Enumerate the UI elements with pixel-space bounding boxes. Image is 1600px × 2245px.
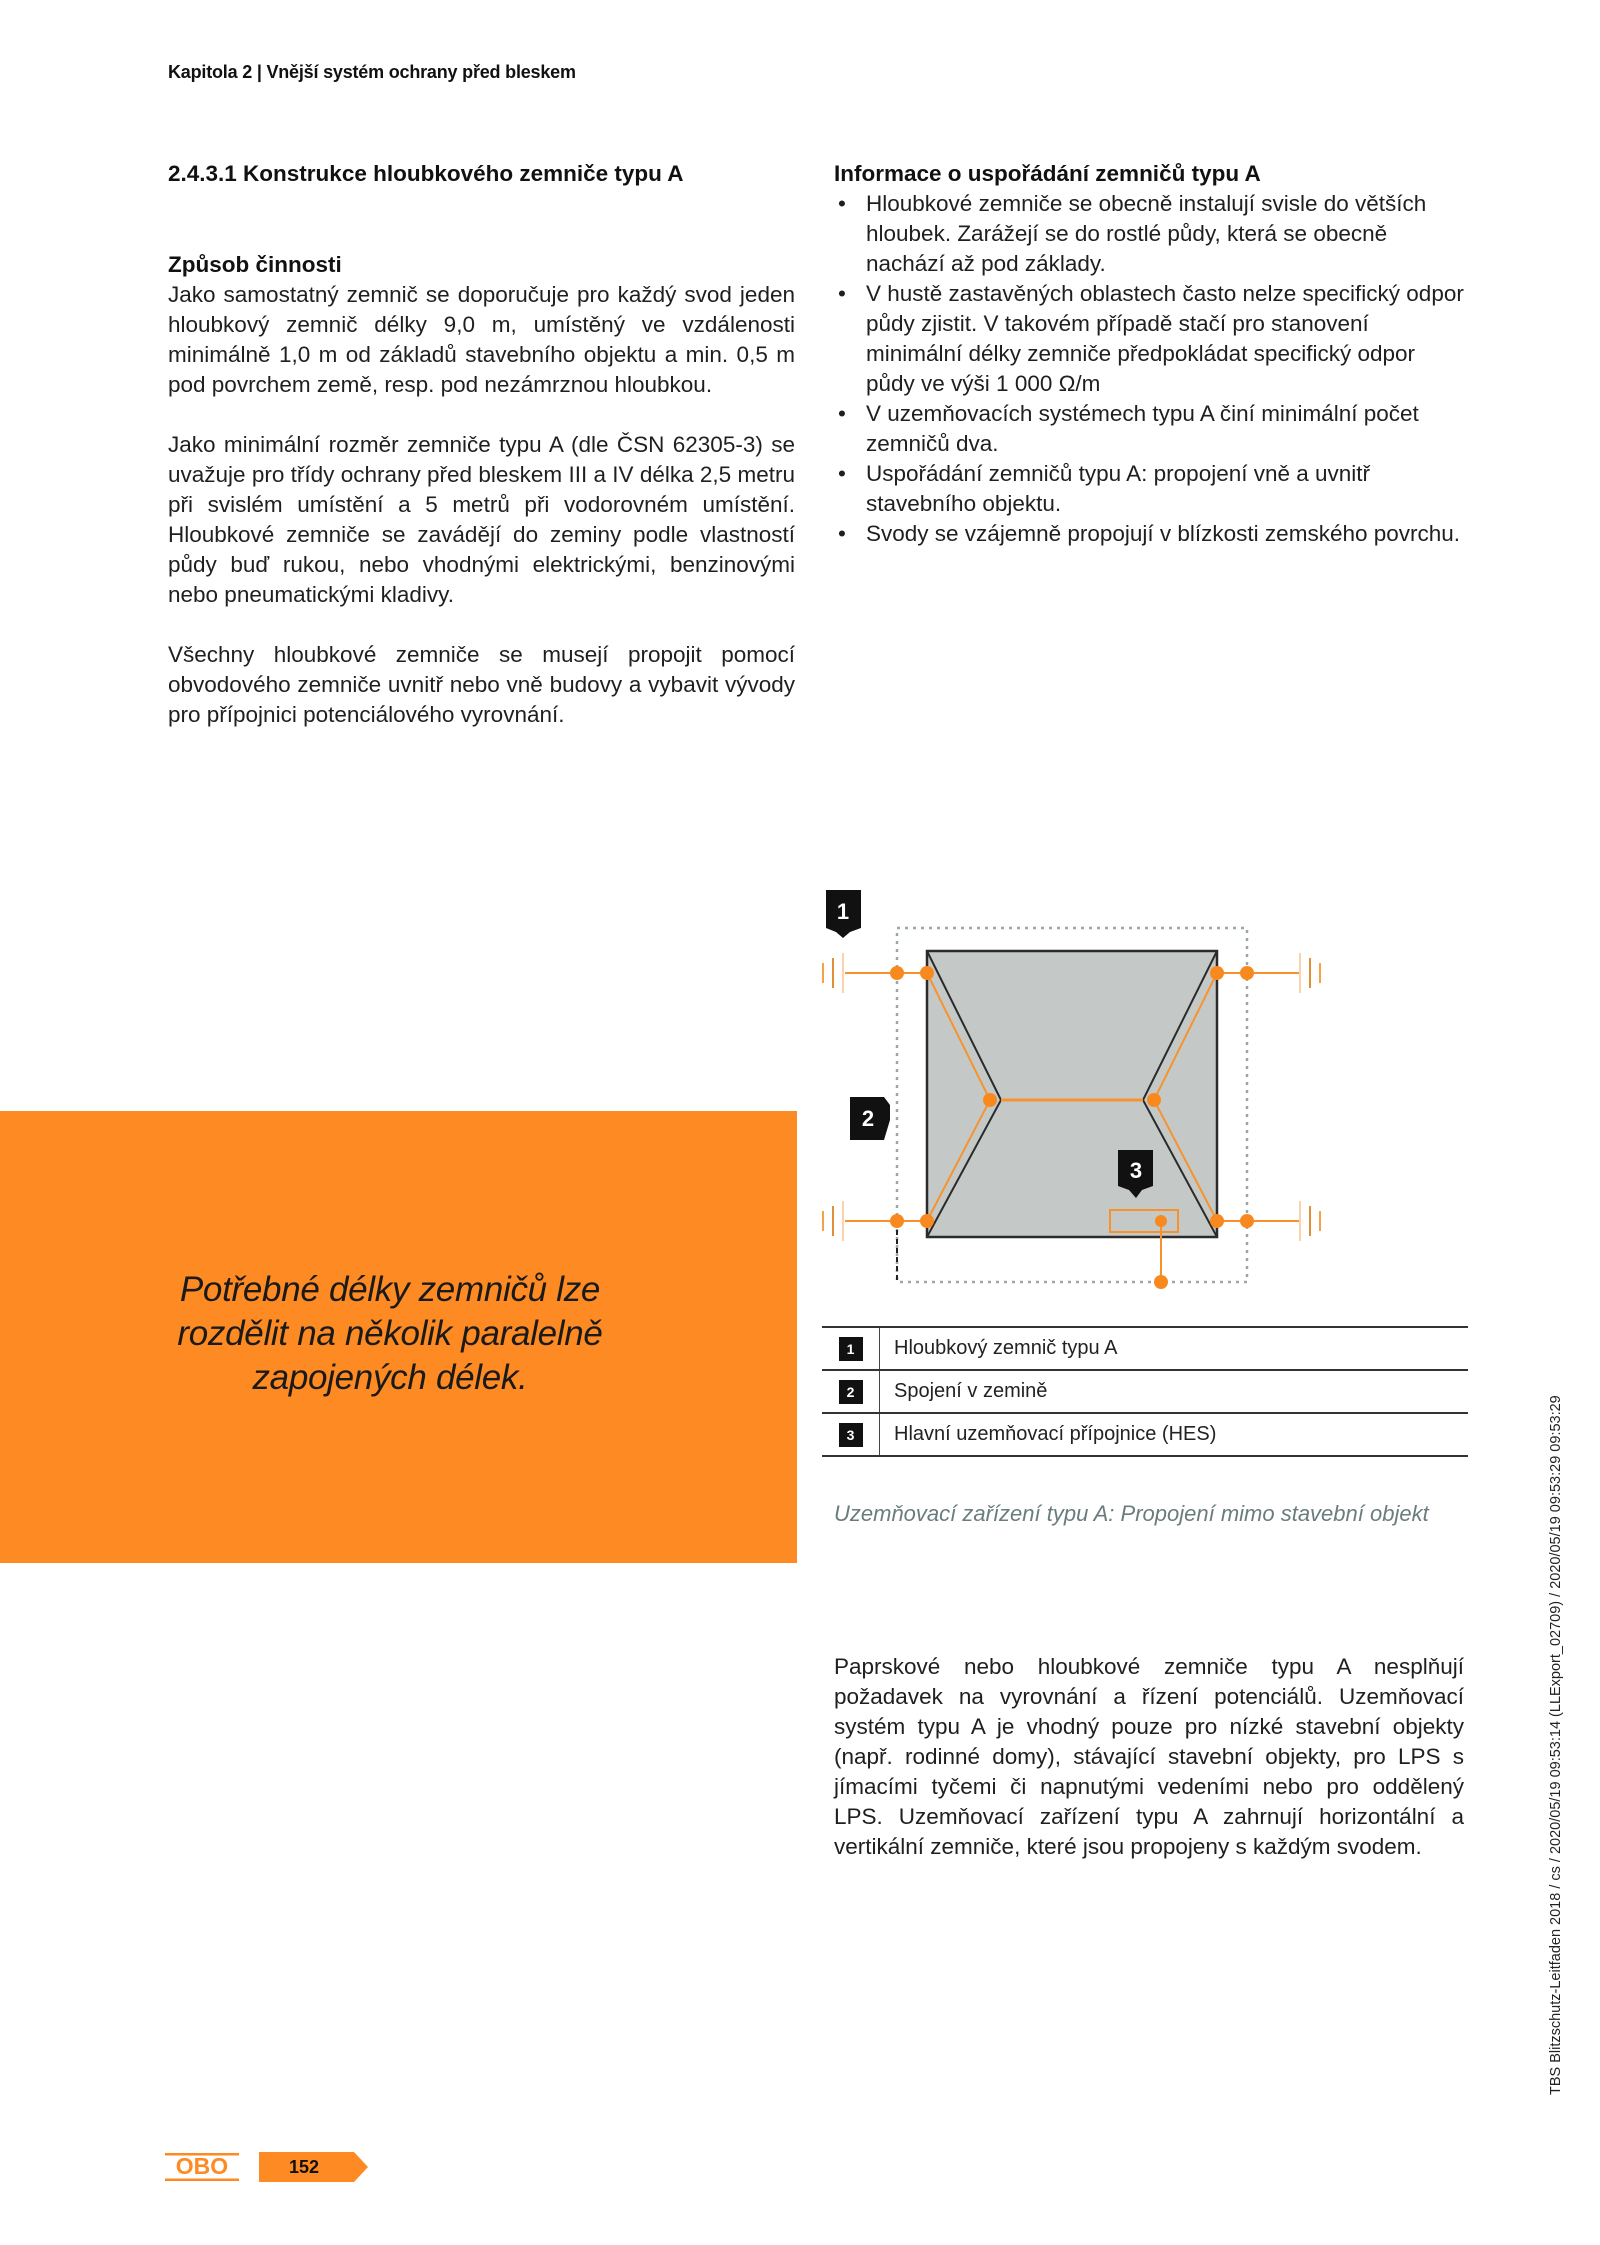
svg-text:OBO: OBO bbox=[175, 2153, 229, 2179]
paragraph: Jako samostatný zemnič se doporučuje pro každý svod jeden hloubkový zemnič délky 9,0 m, umístěný ve vzdálenosti minimálně 1,0 m od základů stavebního objektu a min. 0,5 m pod povrchem země, resp. pod nezámrznou hloubkou. bbox=[168, 282, 795, 397]
print-metadata: TBS Blitzschutz-Leitfaden 2018 / cs / 2020/05/19 09:53:14 (LLExport_02709) / 2020/05/19 09:53:29 09:53:29 bbox=[1548, 1395, 1564, 2095]
callout-quote: Potřebné délky zemničů lze rozdělit na několik paralelně zapojených délek. bbox=[177, 1270, 603, 1397]
bullet-item: • Hloubkové zemniče se obecně instalují svisle do větších hloubek. Zarážejí se do rostlé půdy, která se obecně nachází až pod základy. bbox=[838, 191, 1427, 276]
legend-row bbox=[822, 1327, 1468, 1370]
bullet-item: • V uzemňovacích systémech typu A činí minimální počet zemničů dva. bbox=[838, 401, 1419, 456]
building-outline bbox=[927, 951, 1217, 1237]
legend-label: Hlavní uzemňovací přípojnice (HES) bbox=[880, 1413, 1469, 1456]
callout-box bbox=[0, 1111, 797, 1563]
figure-caption: Uzemňovací zařízení typu A: Propojení mimo stavební objekt bbox=[834, 1501, 1429, 1526]
paragraph: Jako minimální rozměr zemniče typu A (dle ČSN 62305-3) se uvažuje pro třídy ochrany před bleskem III a IV délka 2,5 metru při svislém umístění a 5 metrů při vodorovném umístění. Hloubkové zemniče se zavádějí do zeminy podle vlastností půdy buď rukou, nebo vhodnými elektrickými, benzinovými nebo pneumatickými kladivy. bbox=[168, 432, 795, 607]
right-column-bottom bbox=[834, 1652, 1464, 1862]
svg-text:1: 1 bbox=[836, 899, 850, 924]
earthing-diagram bbox=[820, 880, 1470, 1300]
bullet-icon: • bbox=[838, 281, 846, 306]
section-title: 2.4.3.1 Konstrukce hloubkového zemniče typu A bbox=[168, 161, 684, 186]
subheading-how-it-works: Způsob činnosti bbox=[168, 252, 342, 277]
legend-number-badge: 2 bbox=[839, 1380, 863, 1404]
bullet-item: • V hustě zastavěných oblastech často nelze specifický odpor půdy zjistit. V takovém případě stačí pro stanovení minimální délky zemniče předpokládat specifický odpor půdy ve výši 1 000 Ω/m bbox=[838, 281, 1464, 396]
running-header: Kapitola 2 | Vnější systém ochrany před bleskem bbox=[168, 62, 576, 82]
bullet-item: • Uspořádání zemničů typu A: propojení vně a uvnitř stavebního objektu. bbox=[838, 461, 1371, 516]
bullet-item: • Svody se vzájemně propojují v blízkosti zemského povrchu. bbox=[834, 519, 1464, 549]
bullet-list bbox=[834, 189, 1464, 549]
left-column bbox=[168, 250, 795, 760]
marker-2 bbox=[850, 1097, 890, 1140]
svg-text:3: 3 bbox=[1129, 1158, 1143, 1183]
paragraph: Paprskové nebo hloubkové zemniče typu A nesplňují požadavek na vyrovnání a řízení potenciálů. Uzemňovací systém typu A je vhodný pouze pro nízké stavební objekty (např. rodinné domy), stávající stavební objekty, pro LPS s jímacími tyčemi či napnutými vedeními nebo pro oddělený LPS. Uzemňovací zařízení typu A zahrnují horizontální a vertikální zemniče, které jsou propojeny s každým svodem. bbox=[834, 1654, 1464, 1859]
legend-number-badge: 3 bbox=[839, 1423, 863, 1447]
paragraph: Všechny hloubkové zemniče se musejí propojit pomocí obvodového zemniče uvnitř nebo vně budovy a vybavit vývody pro přípojnici potenciálového vyrovnání. bbox=[168, 642, 795, 727]
right-column bbox=[834, 159, 1464, 549]
legend-label: Hloubkový zemnič typu A bbox=[880, 1327, 1469, 1370]
legend-label: Spojení v zemině bbox=[880, 1370, 1469, 1413]
bullet-icon: • bbox=[838, 191, 846, 216]
bullet-icon: • bbox=[838, 461, 846, 486]
legend-row bbox=[822, 1370, 1468, 1413]
svg-text:2: 2 bbox=[861, 1106, 875, 1131]
obo-logo bbox=[163, 2153, 241, 2181]
legend-row bbox=[822, 1413, 1468, 1456]
bullet-icon: • bbox=[838, 521, 846, 546]
bullet-icon: • bbox=[838, 401, 846, 426]
diagram-legend bbox=[822, 1326, 1468, 1457]
marker-1 bbox=[826, 890, 861, 938]
page-number-tag bbox=[259, 2152, 369, 2182]
subheading-arrangement-info: Informace o uspořádání zemničů typu A bbox=[834, 161, 1261, 186]
legend-number-badge: 1 bbox=[839, 1337, 863, 1361]
page-number: 152 bbox=[288, 2157, 320, 2177]
